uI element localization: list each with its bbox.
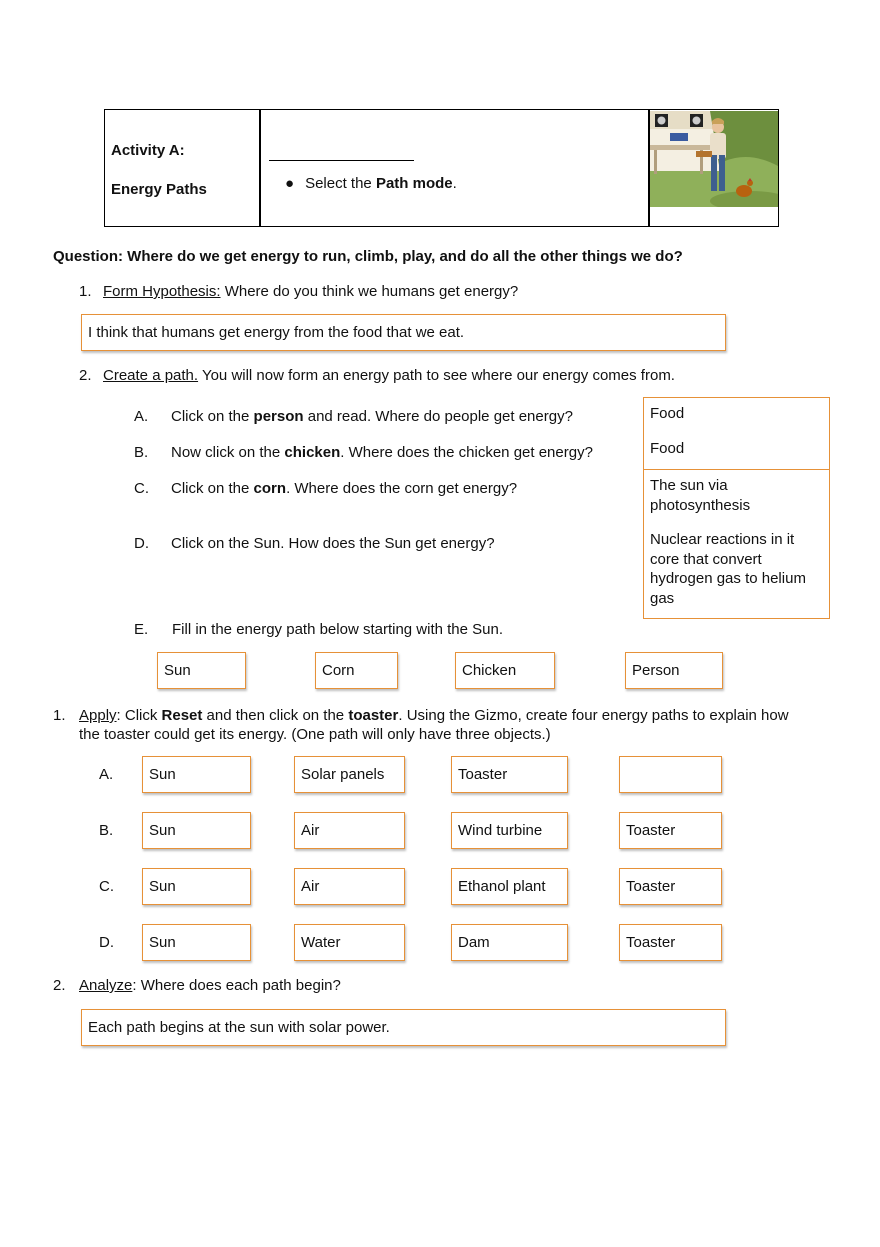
question-item-c: C. Click on the corn. Where does the corn get energy? xyxy=(134,480,518,497)
path-b-box-2[interactable]: Air xyxy=(294,812,405,849)
path-d-box-3[interactable]: Dam xyxy=(451,924,568,961)
path-d-box-4[interactable]: Toaster xyxy=(619,924,722,961)
path-b-box-3[interactable]: Wind turbine xyxy=(451,812,568,849)
path-row-c-letter: C. xyxy=(99,878,114,895)
path-a-box-3[interactable]: Toaster xyxy=(451,756,568,793)
path-c-box-4[interactable]: Toaster xyxy=(619,868,722,905)
activity-header-table xyxy=(104,109,779,227)
question-item-a: A. Click on the person and read. Where do people get energy? xyxy=(134,408,573,425)
path-a-box-4[interactable] xyxy=(619,756,722,793)
table-divider xyxy=(259,110,261,226)
analyze-answer-field[interactable]: Each path begins at the sun with solar power. xyxy=(81,1009,726,1046)
answer-field-a[interactable]: Food xyxy=(643,397,830,435)
blank-line xyxy=(269,160,414,161)
path-b-box-4[interactable]: Toaster xyxy=(619,812,722,849)
path-d-box-2[interactable]: Water xyxy=(294,924,405,961)
path-row-b-letter: B. xyxy=(99,822,114,839)
question-item-b: B. Now click on the chicken. Where does the chicken get energy? xyxy=(134,444,593,461)
apply-prompt: 1. Apply: Click Reset and then click on the toaster. Using the Gizmo, create four energy paths to explain how xyxy=(53,707,789,724)
path-box-1[interactable]: Sun xyxy=(157,652,246,689)
answer-field-b[interactable]: Food xyxy=(643,433,830,470)
path-row-a-letter: A. xyxy=(99,766,114,783)
apply-prompt-line-2: the toaster could get its energy. (One path will only have three objects.) xyxy=(79,726,551,743)
activity-title: Energy Paths xyxy=(111,181,207,198)
hypothesis-prompt: 1. Form Hypothesis: Where do you think we humans get energy? xyxy=(79,283,519,300)
path-row-d-letter: D. xyxy=(99,934,114,951)
path-a-box-1[interactable]: Sun xyxy=(142,756,251,793)
path-c-box-2[interactable]: Air xyxy=(294,868,405,905)
farm-scene-illustration-icon xyxy=(650,111,778,207)
answer-field-c[interactable]: The sun via photosynthesis xyxy=(643,469,830,525)
path-box-4[interactable]: Person xyxy=(625,652,723,689)
activity-label: Activity A: xyxy=(111,142,185,159)
question-item-d: D. Click on the Sun. How does the Sun get energy? xyxy=(134,535,495,552)
path-d-box-1[interactable]: Sun xyxy=(142,924,251,961)
hypothesis-answer-field[interactable]: I think that humans get energy from the food that we eat. xyxy=(81,314,726,351)
path-box-3[interactable]: Chicken xyxy=(455,652,555,689)
answer-field-d[interactable]: Nuclear reactions in it core that convert hydrogen gas to helium gas xyxy=(643,524,830,619)
path-box-2[interactable]: Corn xyxy=(315,652,398,689)
path-c-box-1[interactable]: Sun xyxy=(142,868,251,905)
instruction-bullet: ● Select the Path mode. xyxy=(285,175,457,192)
main-question: Question: Where do we get energy to run, climb, play, and do all the other things we do? xyxy=(53,248,683,265)
question-item-e: E. Fill in the energy path below starting with the Sun. xyxy=(134,621,504,638)
path-c-box-3[interactable]: Ethanol plant xyxy=(451,868,568,905)
path-a-box-2[interactable]: Solar panels xyxy=(294,756,405,793)
path-b-box-1[interactable]: Sun xyxy=(142,812,251,849)
analyze-prompt: 2. Analyze: Where does each path begin? xyxy=(53,977,341,994)
create-path-prompt: 2. Create a path. You will now form an energy path to see where our energy comes from. xyxy=(79,367,675,384)
